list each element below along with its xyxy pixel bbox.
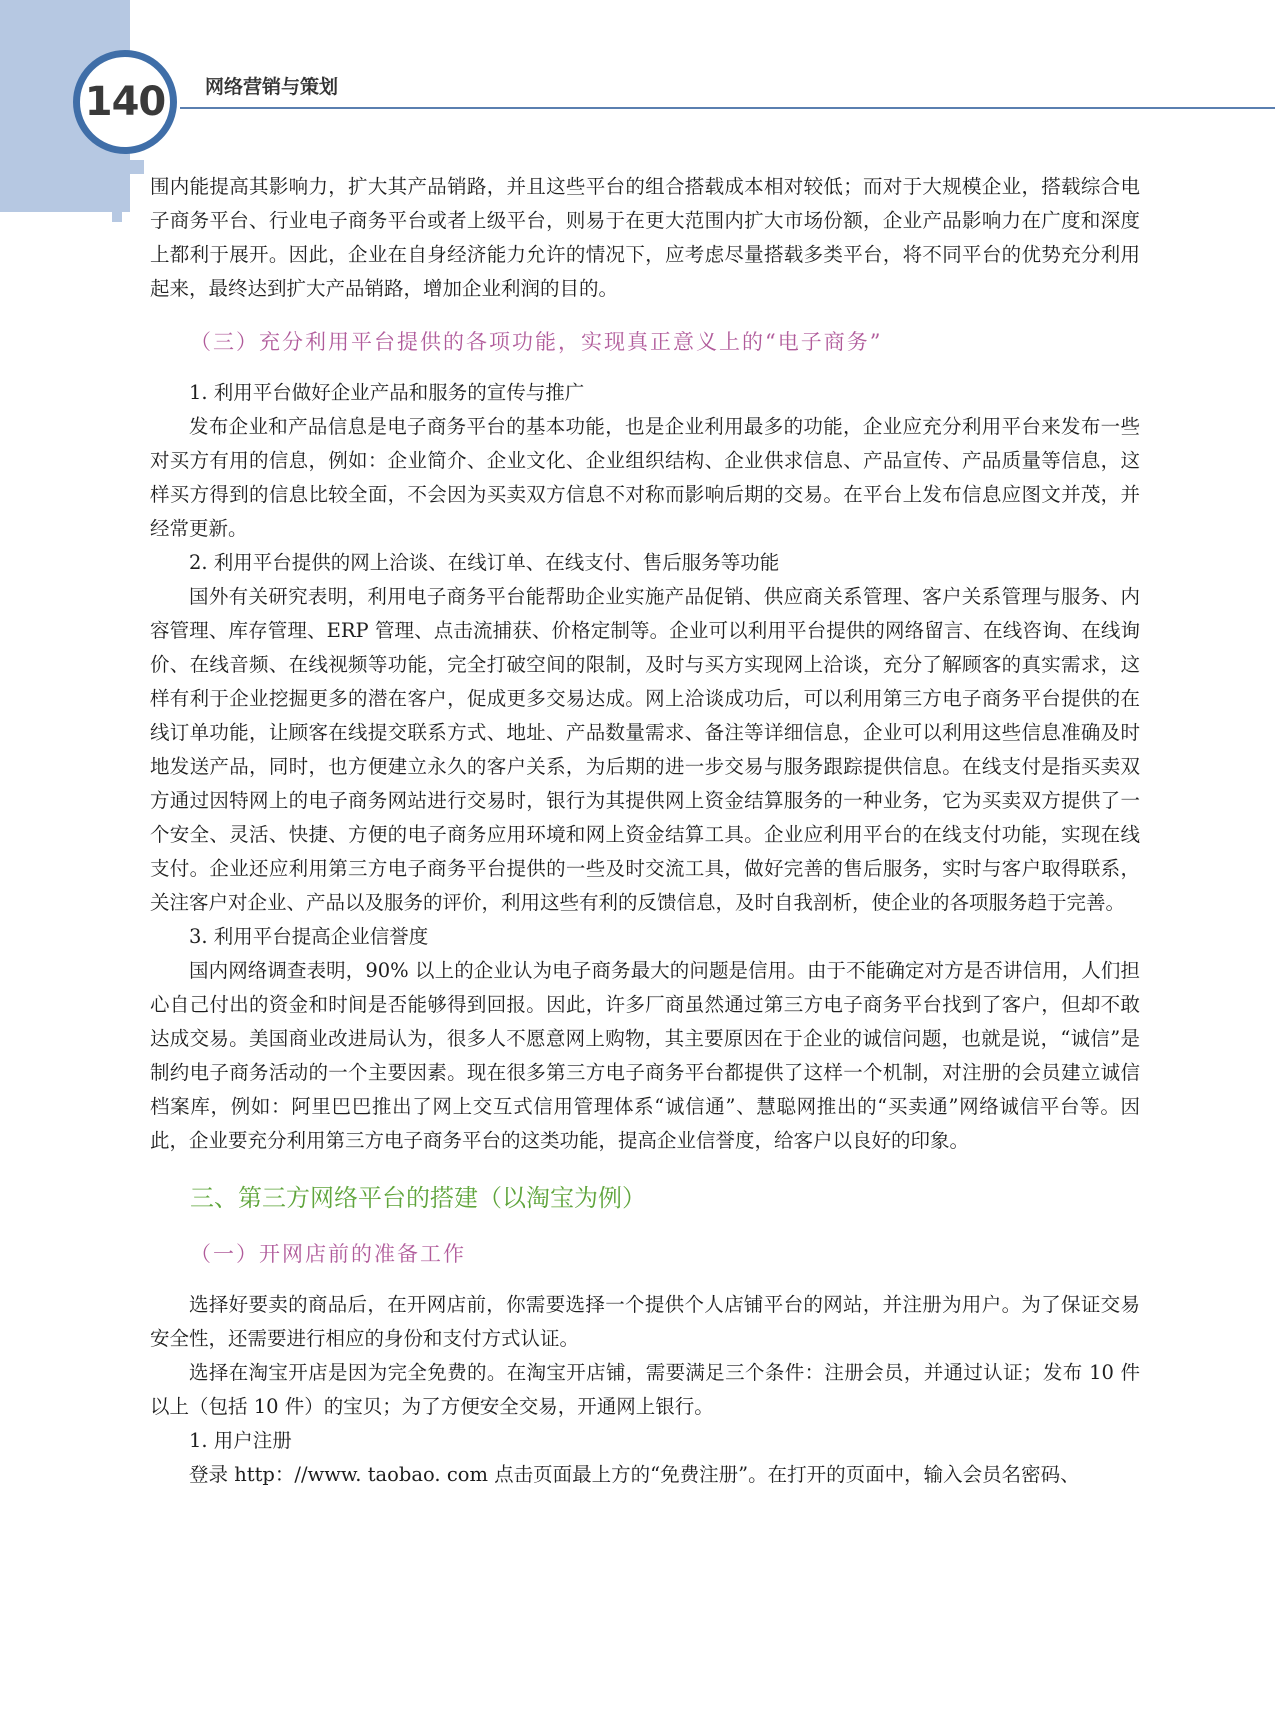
item-title-register: 1. 用户注册: [189, 1429, 292, 1452]
pixel-decoration: [100, 180, 116, 196]
pixel-decoration: [130, 160, 144, 174]
header-rule: [180, 107, 1275, 109]
item-body-2: 国外有关研究表明，利用电子商务平台能帮助企业实施产品促销、供应商关系管理、客户关系管理与服务、内容管理、库存管理、ERP 管理、点击流捕获、价格定制等。企业可以利用平台提供的网络留言、在线咨询、在线询价、在线音频、在线视频等功能，完全打破空间的限制，及时与买方实现网上洽谈，充分了解顾客的真实需求，这样有利于企业挖掘更多的潜在客户，促成更多交易达成。网上洽谈成功后，可以利用第三方电子商务平台提供的在线订单功能，让顾客在线提交联系方式、地址、产品数量需求、备注等详细信息，企业可以利用这些信息准确及时地发送产品，同时，也方便建立永久的客户关系，为后期的进一步交易与服务跟踪提供信息。在线支付是指买卖双方通过因特网上的电子商务网站进行交易时，银行为其提供网上资金结算服务的一种业务，它为买卖双方提供了一个安全、灵活、快捷、方便的电子商务应用环境和网上资金结算工具。企业应利用平台的在线支付功能，实现在线支付。企业还应利用第三方电子商务平台提供的一些及时交流工具，做好完善的售后服务，实时与客户取得联系，关注客户对企业、产品以及服务的评价，利用这些有利的反馈信息，及时自我剖析，使企业的各项服务趋于完善。: [150, 585, 1140, 914]
pixel-decoration: [112, 212, 122, 222]
page-body: [150, 170, 1140, 1492]
paragraph-prepare-2: 选择在淘宝开店是因为完全免费的。在淘宝开店铺，需要满足三个条件：注册会员，并通过认证；发布 10 件以上（包括 10 件）的宝贝；为了方便安全交易，开通网上银行。: [150, 1361, 1140, 1418]
section-heading-3: 三、第三方网络平台的搭建（以淘宝为例）: [190, 1184, 646, 1212]
item-body-register: 登录 http：//www. taobao. com 点击页面最上方的“免费注册”。在打开的页面中，输入会员名密码、: [189, 1463, 1080, 1486]
item-title-1: 1. 利用平台做好企业产品和服务的宣传与推广: [189, 381, 585, 404]
pixel-decoration: [118, 196, 130, 208]
paragraph-intro: 围内能提高其影响力，扩大其产品销路，并且这些平台的组合搭载成本相对较低；而对于大规模企业，搭载综合电子商务平台、行业电子商务平台或者上级平台，则易于在更大范围内扩大市场份额，企业产品影响力在广度和深度上都利于展开。因此，企业在自身经济能力允许的情况下，应考虑尽量搭载多类平台，将不同平台的优势充分利用起来，最终达到扩大产品销路，增加企业利润的目的。: [150, 175, 1140, 300]
subsection-heading-3: （三）充分利用平台提供的各项功能，实现真正意义上的“电子商务”: [190, 330, 883, 354]
paragraph-prepare-1: 选择好要卖的商品后，在开网店前，你需要选择一个提供个人店铺平台的网站，并注册为用户。为了保证交易安全性，还需要进行相应的身份和支付方式认证。: [150, 1293, 1140, 1350]
page-number: 140: [73, 50, 177, 154]
item-title-2: 2. 利用平台提供的网上洽谈、在线订单、在线支付、售后服务等功能: [189, 551, 780, 574]
item-body-3: 国内网络调查表明，90% 以上的企业认为电子商务最大的问题是信用。由于不能确定对方是否讲信用，人们担心自己付出的资金和时间是否能够得到回报。因此，许多厂商虽然通过第三方电子商务平台找到了客户，但却不敢达成交易。美国商业改进局认为，很多人不愿意网上购物，其主要原因在于企业的诚信问题，也就是说，“诚信”是制约电子商务活动的一个主要因素。现在很多第三方电子商务平台都提供了这样一个机制，对注册的会员建立诚信档案库，例如：阿里巴巴推出了网上交互式信用管理体系“诚信通”、慧聪网推出的“买卖通”网络诚信平台等。因此，企业要充分利用第三方电子商务平台的这类功能，提高企业信誉度，给客户以良好的印象。: [150, 959, 1140, 1152]
subsection-heading-1: （一）开网店前的准备工作: [190, 1242, 466, 1266]
book-title: 网络营销与策划: [205, 76, 339, 98]
item-title-3: 3. 利用平台提高企业信誉度: [189, 925, 429, 948]
item-body-1: 发布企业和产品信息是电子商务平台的基本功能，也是企业利用最多的功能，企业应充分利用平台来发布一些对买方有用的信息，例如：企业简介、企业文化、企业组织结构、企业供求信息、产品宣传、产品质量等信息，这样买方得到的信息比较全面，不会因为买卖双方信息不对称而影响后期的交易。在平台上发布信息应图文并茂，并经常更新。: [150, 415, 1140, 540]
